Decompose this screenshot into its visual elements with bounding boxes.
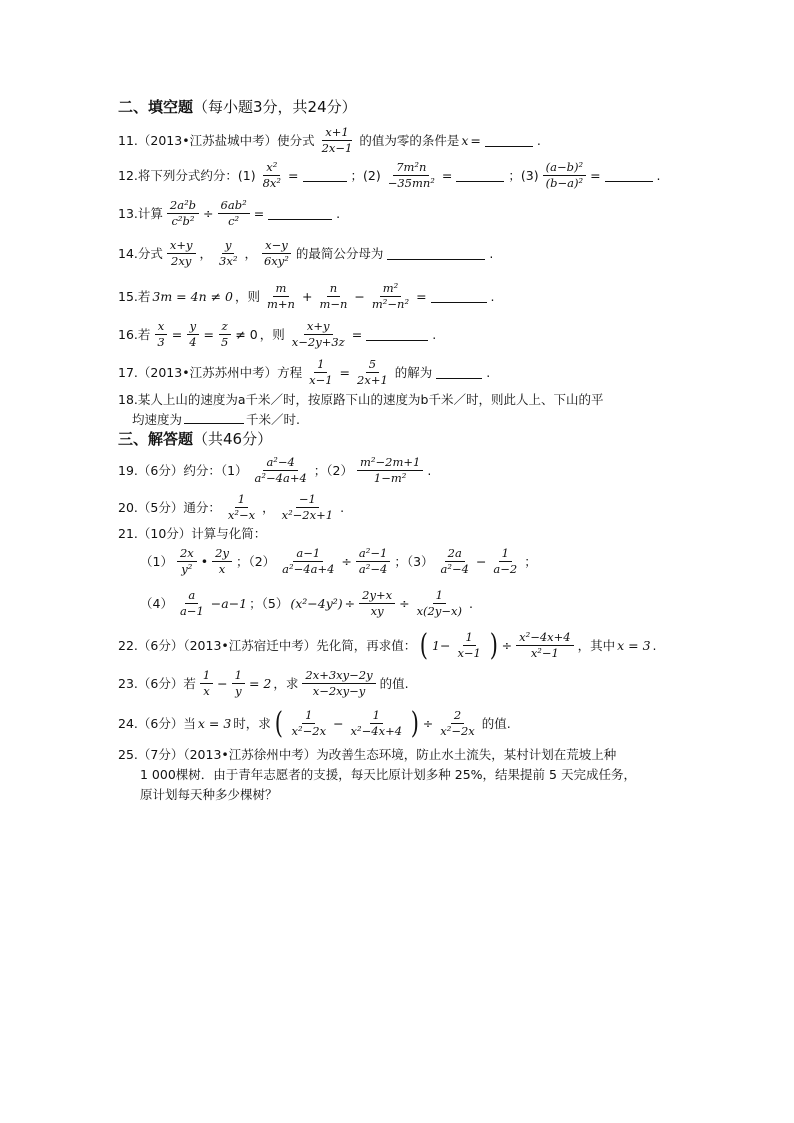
q24-fraction-3 bbox=[437, 708, 478, 739]
q16-f4-num: x+y bbox=[304, 319, 333, 335]
q19-prefix: 19.（6分）约分：（1） bbox=[118, 462, 248, 478]
q23-mid: ，求 bbox=[273, 675, 299, 691]
q21-p1-fraction-2 bbox=[212, 546, 232, 577]
q18-line-1: 18.某人上山的速度为a千米／时，按原路下山的速度为b千米／时，则此人上、下山的平 bbox=[118, 392, 604, 407]
q24-mid: 时，求 bbox=[233, 715, 271, 731]
q15-f1-num: m bbox=[273, 281, 290, 297]
q20-f1-den: x²−x bbox=[227, 508, 256, 522]
q12-sep-1: ；(2) bbox=[350, 167, 381, 183]
q23-f1-num: 1 bbox=[200, 668, 213, 684]
q24-f3-den: x²−2x bbox=[440, 724, 475, 738]
q11-prefix: 11.（2013•江苏盐城中考）使分式 bbox=[118, 132, 315, 148]
q12-fraction-2 bbox=[385, 160, 438, 191]
q13-fraction-2 bbox=[218, 198, 250, 229]
q11-num: x+1 bbox=[322, 125, 351, 141]
q15-end: . bbox=[490, 288, 495, 304]
q21-row-2 bbox=[118, 588, 473, 619]
q22-right-paren: ) bbox=[489, 627, 498, 663]
q23-f2-num: 1 bbox=[232, 668, 245, 684]
q12-f3-den: (b−a)² bbox=[545, 176, 584, 190]
q17-suffix: 的解为 bbox=[394, 364, 433, 380]
q16-f1-den: 3 bbox=[157, 335, 165, 349]
q22-f2-num: x²−4x+4 bbox=[516, 630, 574, 646]
q14-fraction-1 bbox=[167, 238, 196, 269]
q13-f1-den: c²b² bbox=[171, 214, 195, 228]
q21-p5-div-1: ÷ bbox=[344, 595, 356, 611]
q21-p2-f2-den: a²−4 bbox=[358, 562, 388, 576]
q14-f1-den: 2xy bbox=[171, 254, 192, 268]
q21-p4-f1-num: a bbox=[185, 588, 198, 604]
q16-f3-num: z bbox=[219, 319, 231, 335]
q11-eq: = bbox=[470, 132, 481, 148]
section-fill-title bbox=[118, 96, 357, 117]
q15-condition: 3m = 4n ≠ 0 bbox=[152, 288, 233, 304]
question-13 bbox=[118, 198, 340, 229]
q12-prefix: 12.将下列分式约分：(1) bbox=[118, 167, 256, 183]
q13-eq: = bbox=[253, 205, 265, 221]
q23-eq: = 2 bbox=[248, 675, 272, 691]
q21-row-1 bbox=[118, 546, 537, 577]
q25-line-3: 原计划每天种多少棵树？ bbox=[140, 787, 278, 802]
q15-answer-blank[interactable] bbox=[431, 290, 487, 303]
q12-fraction-1 bbox=[260, 160, 284, 191]
q21-p2-f1-den: a²−4a+4 bbox=[282, 562, 335, 576]
q16-eq-1: = bbox=[171, 326, 183, 342]
q21-p2-f1-num: a−1 bbox=[293, 546, 323, 562]
q21-part-5-label: ；（5） bbox=[249, 595, 289, 611]
q14-prefix: 14.分式 bbox=[118, 245, 163, 261]
q22-suffix: ，其中 bbox=[577, 637, 616, 653]
q18-line-2a: 均速度为 bbox=[132, 412, 183, 427]
question-17 bbox=[118, 357, 490, 388]
q16-eq-3: = bbox=[351, 326, 363, 342]
q21-p4-fraction-1 bbox=[177, 588, 207, 619]
q21-p1-dot: • bbox=[200, 553, 209, 569]
q14-end: . bbox=[489, 245, 494, 261]
q21-title: 21.（10分）计算与化简： bbox=[118, 526, 267, 541]
q15-fraction-3 bbox=[369, 281, 412, 312]
q23-fraction-2 bbox=[232, 668, 245, 699]
question-12 bbox=[118, 160, 661, 191]
q14-f1-num: x+y bbox=[167, 238, 196, 254]
q21-p2-fraction-1 bbox=[279, 546, 337, 577]
q21-p3-fraction-2 bbox=[490, 546, 520, 577]
q11-end: . bbox=[536, 132, 541, 148]
q20-fraction-2 bbox=[279, 492, 337, 523]
q22-f1-num: 1 bbox=[463, 630, 476, 646]
q21-p3-f1-den: a²−4 bbox=[440, 562, 469, 576]
q16-mid: ，则 bbox=[259, 326, 285, 342]
q19-end: . bbox=[427, 462, 432, 478]
q20-end: . bbox=[340, 499, 345, 515]
q16-prefix: 16.若 bbox=[118, 326, 151, 342]
q12-eq-2: = bbox=[441, 167, 453, 183]
q11-den: 2x−1 bbox=[321, 141, 353, 155]
q17-end: . bbox=[486, 364, 491, 380]
q23-f1-den: x bbox=[203, 684, 210, 698]
q16-fraction-1 bbox=[154, 319, 167, 350]
q21-p5-f2-num: 1 bbox=[433, 588, 446, 604]
q15-mid: ，则 bbox=[235, 288, 261, 304]
q19-fraction-1 bbox=[252, 455, 310, 486]
q17-answer-blank[interactable] bbox=[436, 366, 482, 379]
q23-fraction-1 bbox=[200, 668, 213, 699]
q15-f2-den: m−n bbox=[319, 297, 348, 311]
q11-fraction bbox=[319, 125, 356, 156]
q16-fraction-4 bbox=[289, 319, 348, 350]
q19-f2-num: m²−2m+1 bbox=[357, 455, 423, 471]
q12-eq-3: = bbox=[590, 167, 601, 183]
q21-p3-minus: − bbox=[475, 553, 487, 569]
q24-f1-num: 1 bbox=[302, 708, 315, 724]
q15-f2-num: n bbox=[327, 281, 340, 297]
q14-fraction-2 bbox=[216, 238, 240, 269]
q21-p1-f2-den: x bbox=[218, 562, 226, 576]
q12-f1-num: x² bbox=[263, 160, 280, 176]
q24-minus: − bbox=[333, 715, 344, 731]
q24-prefix: 24.（6分）当 bbox=[118, 715, 196, 731]
q21-p3-f1-num: 2a bbox=[445, 546, 465, 562]
q16-eq-2: = bbox=[203, 326, 215, 342]
q24-f3-num: 2 bbox=[451, 708, 464, 724]
q19-f1-num: a²−4 bbox=[263, 455, 297, 471]
section-answer-title bbox=[118, 428, 272, 449]
q15-fraction-1 bbox=[264, 281, 298, 312]
q22-condition: x = 3 bbox=[617, 637, 651, 653]
q13-fraction-1 bbox=[167, 198, 199, 229]
q21-p3-f2-den: a−2 bbox=[493, 562, 518, 576]
q21-p2-f2-num: a²−1 bbox=[356, 546, 390, 562]
q19-f1-den: a²−4a+4 bbox=[254, 471, 307, 485]
question-25 bbox=[118, 745, 636, 805]
q13-end: . bbox=[336, 205, 341, 221]
q16-ne: ≠ 0 bbox=[235, 326, 258, 342]
q16-f2-num: y bbox=[187, 319, 200, 335]
q23-prefix: 23.（6分）若 bbox=[118, 675, 196, 691]
q16-f2-den: 4 bbox=[189, 335, 197, 349]
q25-line-2: 1 000棵树．由于青年志愿者的支援，每天比原计划多种 25%，结果提前 5 天完成任务， bbox=[140, 767, 636, 782]
q12-answer-blank-2[interactable] bbox=[456, 169, 504, 182]
q17-f1-den: x−1 bbox=[309, 373, 333, 387]
q21-p5-f2-den: x(2y−x) bbox=[416, 604, 462, 618]
question-23 bbox=[118, 668, 409, 699]
q24-fraction-2 bbox=[348, 708, 406, 739]
q20-fraction-1 bbox=[225, 492, 258, 523]
q15-prefix: 15.若 bbox=[118, 288, 151, 304]
q22-fraction-1 bbox=[454, 630, 483, 661]
q24-suffix: 的值. bbox=[481, 715, 511, 731]
q14-suffix: 的最简公分母为 bbox=[295, 245, 384, 261]
q21-p1-f2-num: 2y bbox=[212, 546, 232, 562]
q12-f2-den: −35mn² bbox=[387, 176, 435, 190]
question-18 bbox=[118, 390, 603, 430]
q21-p5-expr: (x²−4y²) bbox=[290, 595, 343, 611]
q16-end: . bbox=[432, 326, 437, 342]
q22-div: ÷ bbox=[501, 637, 513, 653]
q17-eq: = bbox=[339, 364, 351, 380]
q22-one-minus: 1− bbox=[432, 637, 451, 653]
q17-fraction-2 bbox=[354, 357, 391, 388]
q21-part-1-label: （1） bbox=[140, 553, 173, 569]
q15-f1-den: m+n bbox=[267, 297, 295, 311]
q13-f2-num: 6ab² bbox=[218, 198, 250, 214]
q21-end: . bbox=[468, 595, 473, 611]
q21-p5-div-2: ÷ bbox=[399, 595, 410, 611]
section-answer-heading: 三、解答题 bbox=[118, 430, 194, 448]
q14-fraction-3 bbox=[261, 238, 292, 269]
q23-f2-den: y bbox=[235, 684, 242, 698]
q17-fraction-1 bbox=[306, 357, 335, 388]
question-19 bbox=[118, 455, 431, 486]
q22-f2-den: x²−1 bbox=[530, 646, 559, 660]
q11-suffix: 的值为零的条件是 bbox=[359, 132, 460, 148]
q15-fraction-2 bbox=[316, 281, 350, 312]
q23-suffix: 的值. bbox=[379, 675, 409, 691]
q15-f3-den: m²−n² bbox=[371, 297, 410, 311]
q12-answer-blank-1[interactable] bbox=[303, 169, 347, 182]
q22-left-paren: ( bbox=[420, 627, 429, 663]
q22-end: . bbox=[652, 637, 657, 653]
question-21 bbox=[118, 524, 266, 544]
q21-p3-f2-num: 1 bbox=[499, 546, 512, 562]
q21-p1-fraction-1 bbox=[177, 546, 197, 577]
question-24 bbox=[118, 705, 511, 741]
q21-p1-f1-num: 2x bbox=[177, 546, 197, 562]
q17-f1-num: 1 bbox=[314, 357, 327, 373]
q19-sep: ；（2） bbox=[313, 462, 353, 478]
q20-f1-num: 1 bbox=[235, 492, 248, 508]
section-fill-heading: 二、填空题 bbox=[118, 98, 194, 116]
q13-prefix: 13.计算 bbox=[118, 205, 163, 221]
question-16 bbox=[118, 319, 436, 350]
q21-p4-f1-den: a−1 bbox=[179, 604, 204, 618]
q21-p5-f1-den: xy bbox=[370, 604, 384, 618]
q24-f2-num: 1 bbox=[370, 708, 383, 724]
q17-prefix: 17.（2013•江苏苏州中考）方程 bbox=[118, 364, 303, 380]
q23-f3-num: 2x+3xy−2y bbox=[302, 668, 375, 684]
q12-sep-2: ；(3) bbox=[508, 167, 539, 183]
q21-part-3-label: ；（3） bbox=[394, 553, 434, 569]
q20-f2-den: x²−2x+1 bbox=[281, 508, 334, 522]
section-fill-score: （每小题3分，共24分） bbox=[193, 98, 357, 116]
q12-end: . bbox=[656, 167, 661, 183]
q21-part-4-label: （4） bbox=[140, 595, 173, 611]
q14-sep-1: ， bbox=[199, 245, 213, 261]
q14-f2-num: y bbox=[222, 238, 235, 254]
question-11 bbox=[118, 125, 541, 156]
q13-op: ÷ bbox=[203, 205, 214, 221]
q21-p2-fraction-2 bbox=[356, 546, 390, 577]
q17-f2-num: 5 bbox=[366, 357, 379, 373]
q21-part-2-label: ；（2） bbox=[235, 553, 276, 569]
q18-line-2b: 千米／时. bbox=[246, 412, 300, 427]
q16-answer-blank[interactable] bbox=[366, 328, 428, 341]
q15-op-1: + bbox=[301, 288, 313, 304]
q13-f2-den: c² bbox=[228, 214, 240, 228]
q12-eq-1: = bbox=[288, 167, 299, 183]
q13-answer-blank[interactable] bbox=[268, 207, 332, 220]
q15-f3-num: m² bbox=[380, 281, 402, 297]
q24-left-paren: ( bbox=[274, 705, 283, 741]
q14-f2-den: 3x² bbox=[219, 254, 238, 268]
q21-p1-f1-den: y² bbox=[181, 562, 193, 576]
question-20 bbox=[118, 492, 344, 523]
q16-fraction-2 bbox=[186, 319, 199, 350]
q12-f3-num: (a−b)² bbox=[543, 160, 586, 176]
q14-f3-num: x−y bbox=[262, 238, 291, 254]
q11-var: x bbox=[461, 132, 469, 148]
q20-sep: ， bbox=[262, 499, 275, 515]
q23-f3-den: x−2xy−y bbox=[312, 684, 366, 698]
q14-f3-den: 6xy² bbox=[263, 254, 289, 268]
q17-f2-den: 2x+1 bbox=[357, 373, 388, 387]
q24-f1-den: x²−2x bbox=[291, 724, 327, 738]
q12-f1-den: 8x² bbox=[262, 176, 282, 190]
q16-f1-num: x bbox=[155, 319, 168, 335]
q12-f2-num: 7m²n bbox=[393, 160, 429, 176]
q12-fraction-3 bbox=[543, 160, 586, 191]
q19-fraction-2 bbox=[357, 455, 423, 486]
q11-answer-blank[interactable] bbox=[485, 134, 533, 147]
q20-prefix: 20.（5分）通分： bbox=[118, 499, 221, 515]
q21-p3-fraction-1 bbox=[438, 546, 472, 577]
q24-right-paren: ) bbox=[410, 705, 420, 741]
q18-line-2 bbox=[118, 410, 603, 430]
question-22 bbox=[118, 627, 657, 663]
q24-f2-den: x²−4x+4 bbox=[350, 724, 403, 738]
q25-line-1: 25.（7分）（2013•江苏徐州中考）为改善生态环境，防止水土流失，某村计划在荒坡上种 bbox=[118, 747, 617, 762]
q15-op-2: − bbox=[354, 288, 365, 304]
question-14 bbox=[118, 238, 493, 269]
q16-fraction-3 bbox=[218, 319, 231, 350]
q19-f2-den: 1−m² bbox=[373, 471, 407, 485]
section-answer-score: （共46分） bbox=[193, 430, 273, 448]
q13-f1-num: 2a²b bbox=[167, 198, 199, 214]
q12-answer-blank-3[interactable] bbox=[605, 169, 653, 182]
q22-fraction-2 bbox=[516, 630, 574, 661]
q23-minus: − bbox=[217, 675, 228, 691]
q16-f4-den: x−2y+3z bbox=[291, 335, 345, 349]
question-15 bbox=[118, 281, 495, 312]
q14-sep-2: ， bbox=[244, 245, 257, 261]
q24-div: ÷ bbox=[422, 715, 434, 731]
q16-f3-den: 5 bbox=[221, 335, 229, 349]
q23-fraction-3 bbox=[302, 668, 375, 699]
q21-p3-semi: ； bbox=[524, 553, 537, 569]
q15-eq: = bbox=[416, 288, 427, 304]
q21-p4-tail: −a−1 bbox=[210, 595, 248, 611]
q21-p5-fraction-2 bbox=[414, 588, 465, 619]
q18-answer-blank[interactable] bbox=[184, 411, 244, 424]
q21-p2-div: ÷ bbox=[341, 553, 352, 569]
q24-condition: x = 3 bbox=[197, 715, 232, 731]
q21-p5-fraction-1 bbox=[359, 588, 395, 619]
q21-p5-f1-num: 2y+x bbox=[359, 588, 395, 604]
q14-answer-blank[interactable] bbox=[387, 247, 485, 260]
q22-f1-den: x−1 bbox=[457, 646, 481, 660]
q20-f2-num: −1 bbox=[296, 492, 319, 508]
q24-fraction-1 bbox=[289, 708, 330, 739]
q22-prefix: 22.（6分）（2013•江苏宿迁中考）先化简，再求值： bbox=[118, 637, 417, 653]
